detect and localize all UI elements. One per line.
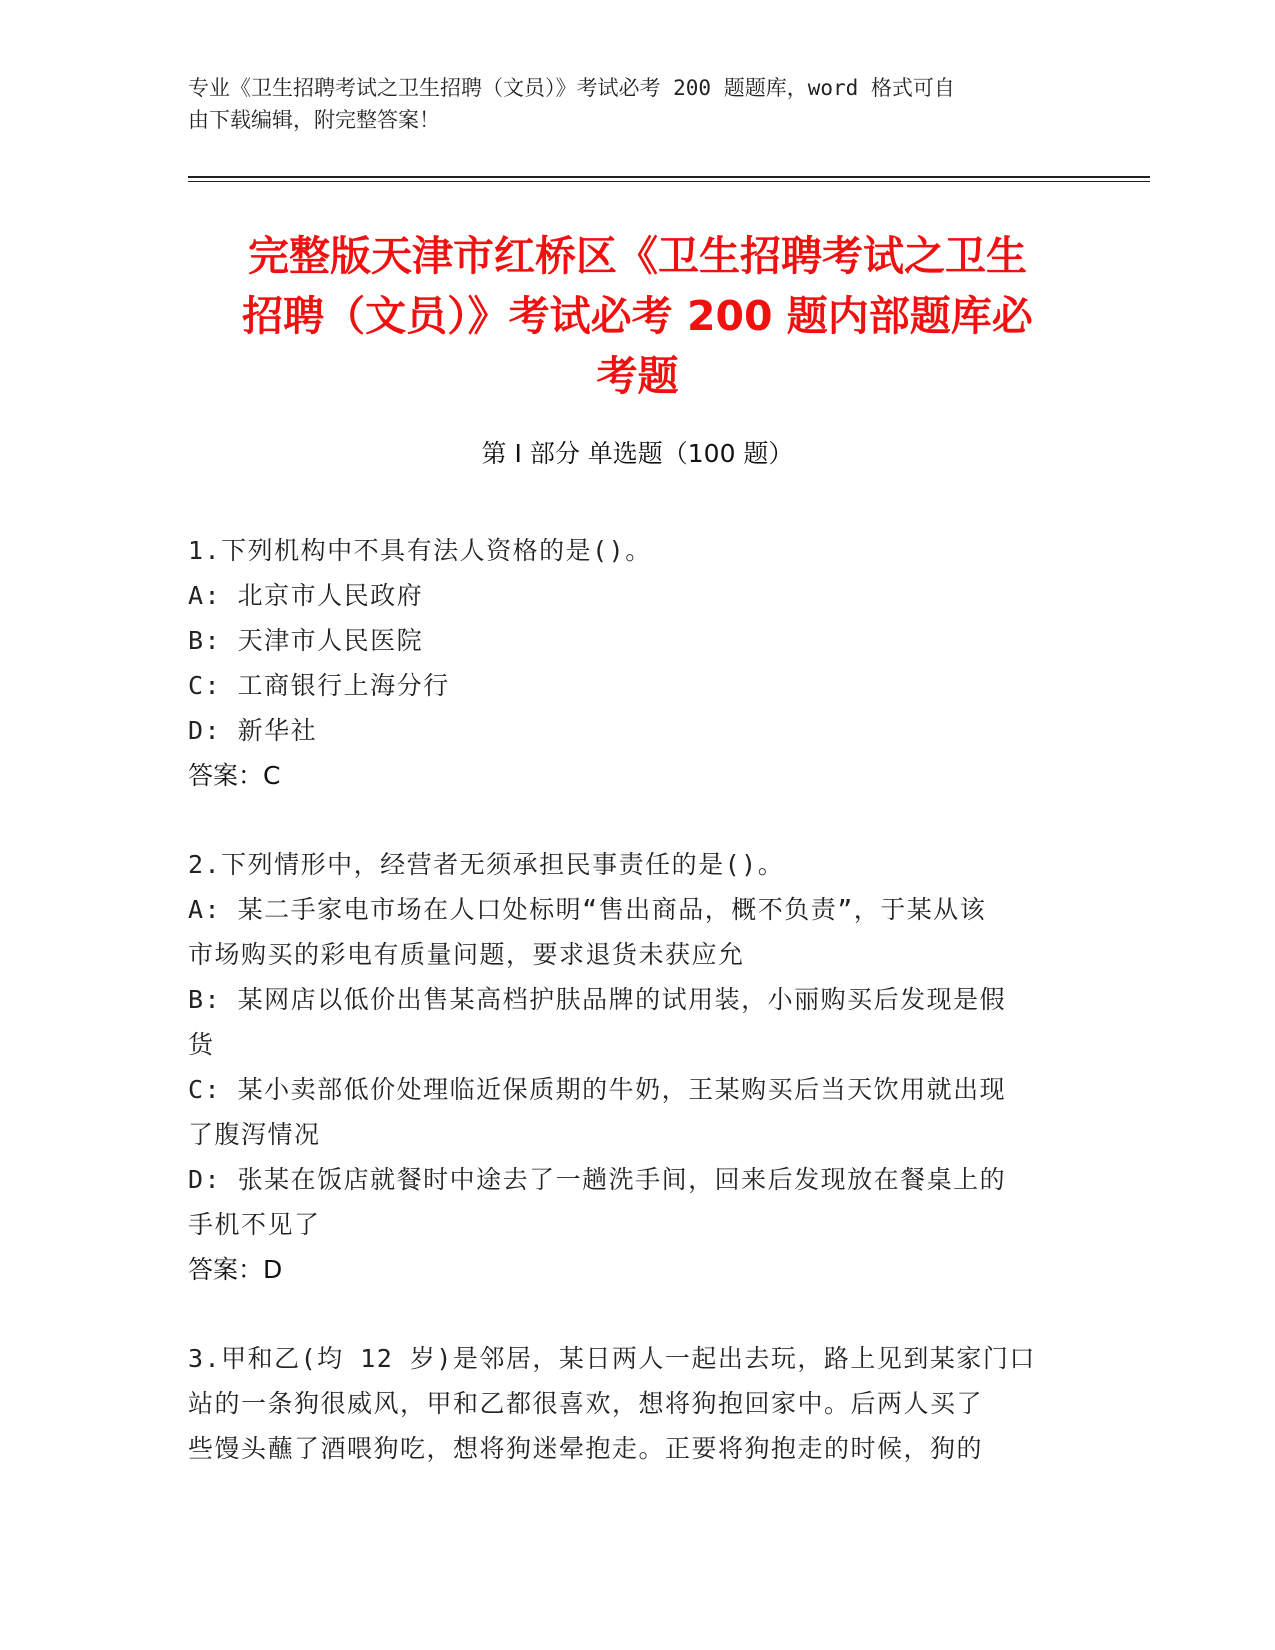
option-b: B: 天津市人民医院 (188, 626, 424, 655)
answer: 答案：D (188, 1255, 283, 1284)
header-divider-thin (188, 181, 1150, 182)
option-d-continued: 手机不见了 (188, 1210, 321, 1239)
title-line: 完整版天津市红桥区《卫生招聘考试之卫生 (248, 232, 1027, 280)
header-note-line: 专业《卫生招聘考试之卫生招聘（文员）》考试必考 200 题题库，word 格式可自 (188, 76, 955, 100)
option-b: B: 某网店以低价出售某高档护肤品牌的试用装，小丽购买后发现是假 (188, 985, 1007, 1014)
option-a: A: 某二手家电市场在人口处标明“售出商品，概不负责”，于某从该 (188, 895, 987, 924)
option-c: C: 某小卖部低价处理临近保质期的牛奶，王某购买后当天饮用就出现 (188, 1075, 1007, 1104)
header-note-line: 由下载编辑，附完整答案！ (188, 108, 440, 132)
section-title: 第 I 部分 单选题（100 题） (481, 439, 794, 468)
question-list (188, 528, 1078, 1515)
option-c: C: 工商银行上海分行 (188, 671, 450, 700)
header-note (188, 72, 1068, 136)
option-d: D: 张某在饭店就餐时中途去了一趟洗手间，回来后发现放在餐桌上的 (188, 1165, 1007, 1194)
document-title (180, 226, 1095, 406)
option-c-continued: 了腹泻情况 (188, 1120, 321, 1149)
option-d: D: 新华社 (188, 716, 318, 745)
question-stem-continued: 站的一条狗很威风，甲和乙都很喜欢，想将狗抱回家中。后两人买了 (188, 1389, 984, 1418)
title-line: 招聘（文员）》考试必考 200 题内部题库必 (242, 292, 1033, 340)
option-a-continued: 市场购买的彩电有质量问题，要求退货未获应允 (188, 940, 745, 969)
option-a: A: 北京市人民政府 (188, 581, 424, 610)
question-stem: 2.下列情形中，经营者无须承担民事责任的是()。 (188, 850, 785, 879)
header-divider (188, 176, 1150, 178)
title-line: 考题 (596, 352, 679, 400)
question-stem-continued: 些馒头蘸了酒喂狗吃，想将狗迷晕抱走。正要将狗抱走的时候，狗的 (188, 1434, 984, 1463)
question-2 (188, 842, 1078, 1292)
option-b-continued: 货 (188, 1030, 215, 1059)
question-3 (188, 1336, 1078, 1471)
question-stem: 1.下列机构中不具有法人资格的是()。 (188, 536, 652, 565)
question-stem: 3.甲和乙(均 12 岁)是邻居，某日两人一起出去玩，路上见到某家门口 (188, 1344, 1036, 1373)
answer: 答案：C (188, 761, 281, 790)
question-1 (188, 528, 1078, 798)
